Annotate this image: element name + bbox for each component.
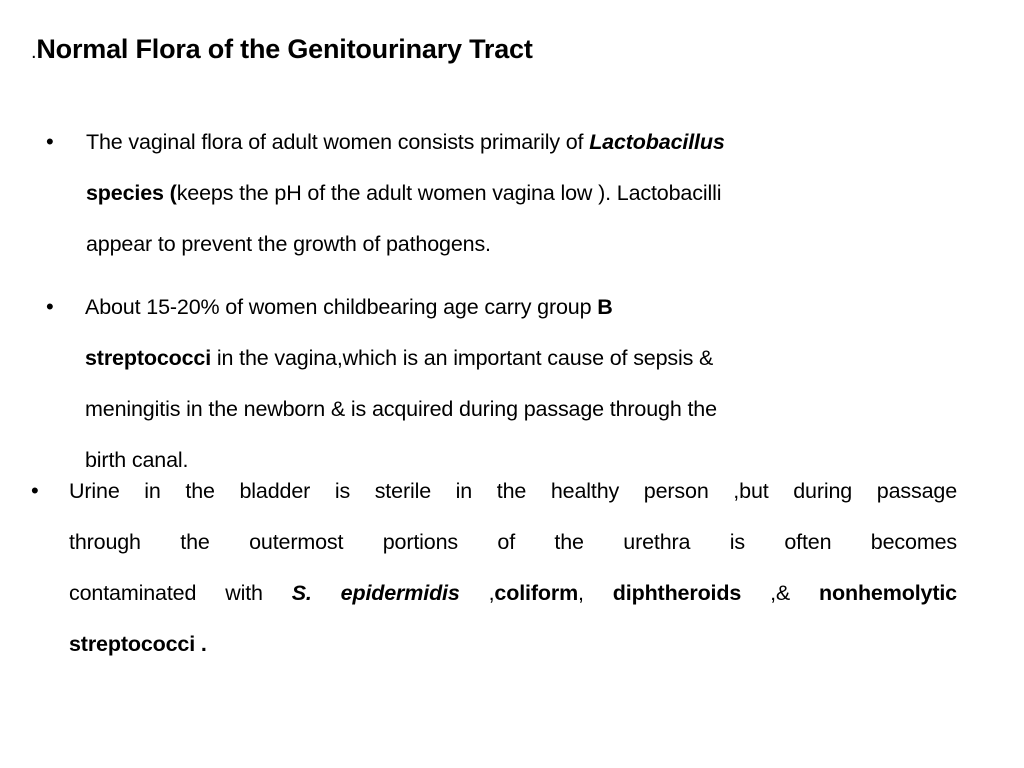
text-run: About 15-20% of women childbearing age carry group [85, 295, 598, 319]
text-run: in the vagina,which is an important cause of sepsis & [211, 346, 714, 370]
bullet-text [86, 117, 876, 270]
text-line: Urine in the bladder is sterile in the healthy person ,but during passage [69, 479, 957, 503]
text-line: through the outermost portions of the urethra is often becomes [69, 530, 957, 554]
text-run: keeps the pH of the adult women vagina low ). Lactobacilli [176, 181, 722, 205]
text-run: , [578, 581, 613, 605]
organism-name: coliform [494, 581, 579, 605]
text-line: meningitis in the newborn & is acquired during passage through the [85, 397, 717, 421]
organism-name: species ( [86, 181, 177, 205]
organism-name: Lactobacillus [589, 130, 725, 154]
text-run: , [459, 581, 495, 605]
text-run: ,& [741, 581, 819, 605]
text-line [85, 282, 885, 333]
organism-name: streptococci [85, 346, 212, 370]
organism-name: S. epidermidis [291, 581, 460, 605]
text-line: birth canal. [85, 448, 189, 472]
text-line [86, 168, 876, 219]
bullet-text [69, 466, 957, 670]
organism-name: diphtheroids [612, 581, 742, 605]
text-run: contaminated with [69, 581, 292, 605]
text-line [85, 333, 885, 384]
text-line [86, 117, 876, 168]
organism-name: nonhemolytic [819, 581, 957, 605]
text-line [69, 568, 957, 619]
organism-name: B [597, 295, 613, 319]
text-line: streptococci . [69, 632, 207, 656]
text-run: The vaginal flora of adult women consists primarily of [86, 130, 590, 154]
text-line: appear to prevent the growth of pathogens. [86, 232, 491, 256]
bullet-dot: • [46, 129, 54, 154]
title-prefix: . [31, 41, 37, 63]
title-text: Normal Flora of the Genitourinary Tract [36, 34, 533, 64]
slide-title [31, 34, 533, 65]
bullet-text [85, 282, 885, 486]
bullet-dot: • [46, 294, 54, 319]
bullet-dot: • [31, 478, 39, 503]
